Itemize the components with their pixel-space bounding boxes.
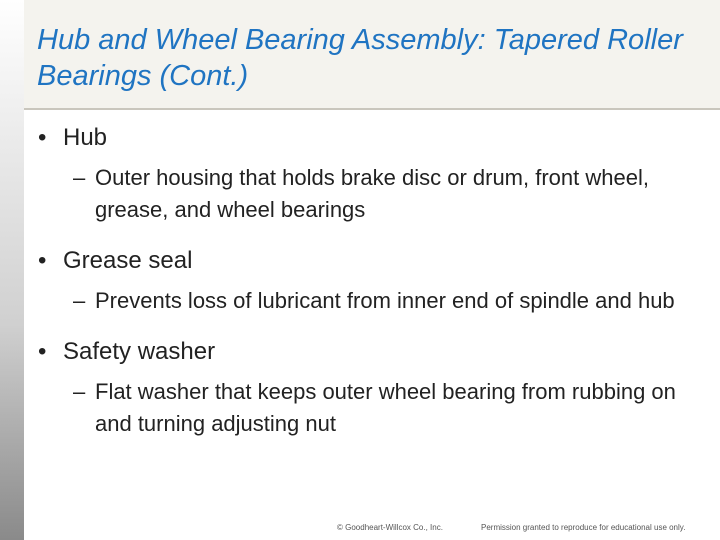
slide-title: Hub and Wheel Bearing Assembly: Tapered Roller Bearings (Cont.)	[37, 24, 683, 92]
bullet-label: Safety washer	[63, 338, 216, 365]
slide-content	[0, 118, 720, 440]
bullet-label: Hub	[63, 124, 108, 151]
sub-bullet-marker: –	[73, 379, 86, 404]
sub-bullet-text: Flat washer that keeps outer wheel bearing from rubbing on and turning adjusting nut	[95, 379, 676, 436]
footer-permission: Permission granted to reproduce for educational use only.	[481, 523, 686, 532]
bullet-marker: •	[38, 124, 47, 151]
bullet-hub	[0, 120, 720, 226]
bullet-grease-seal	[0, 243, 720, 317]
bullet-marker: •	[38, 338, 47, 365]
sub-bullet	[0, 162, 720, 226]
sub-bullet-marker: –	[73, 288, 86, 313]
sub-bullet-marker: –	[73, 165, 86, 190]
sub-bullet	[0, 376, 720, 440]
sub-bullet-text: Prevents loss of lubricant from inner end of spindle and hub	[95, 288, 675, 313]
bullet-marker: •	[38, 247, 47, 274]
footer-copyright: © Goodheart-Willcox Co., Inc.	[337, 523, 443, 532]
bullet-safety-washer	[0, 334, 720, 440]
sub-bullet	[0, 285, 720, 317]
sub-bullet-text: Outer housing that holds brake disc or drum, front wheel, grease, and wheel bearings	[95, 165, 649, 222]
title-divider	[24, 108, 720, 110]
bullet-label: Grease seal	[63, 247, 193, 274]
